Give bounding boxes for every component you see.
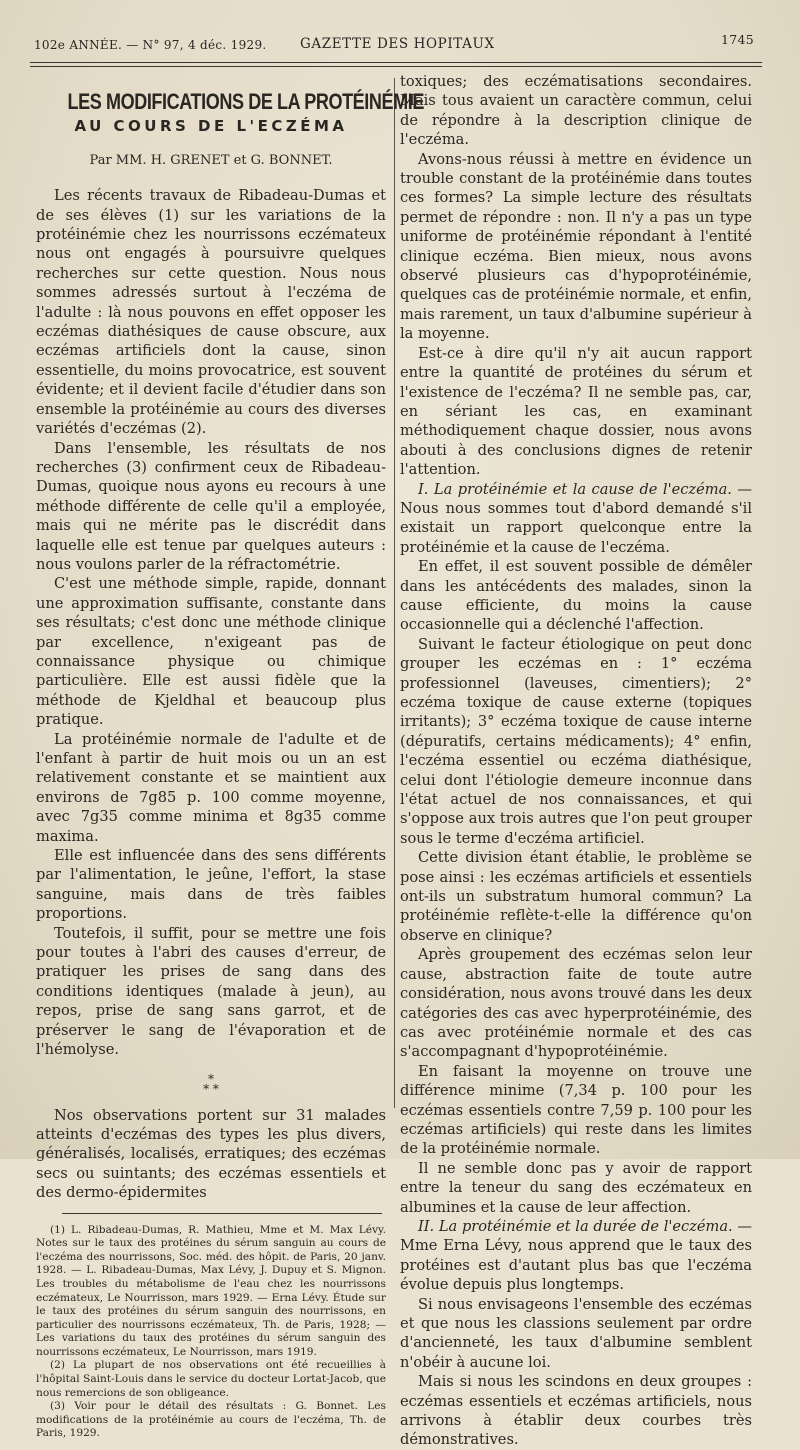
footnote: (2) La plupart de nos observations ont été recueillies à l'hôpital Saint-Louis dans le service du docteur Lortat-Jacob, que nous remercions de son obligeance. bbox=[36, 1359, 386, 1399]
article-subtitle: AU COURS DE L'ECZÉMA bbox=[74, 117, 348, 136]
paragraph: Mais si nous les scindons en deux groupes : eczémas essentiels et eczémas artificiels, nous arrivons à établir deux courbes très démonstratives. bbox=[400, 1373, 752, 1449]
left-column bbox=[36, 82, 424, 1441]
page-number: 1745 bbox=[720, 32, 754, 47]
article-authors: Par MM. H. GRENET et G. BONNET. bbox=[89, 152, 333, 168]
paragraph: Les récents travaux de Ribadeau-Dumas et de ses élèves (1) sur les variations de la protéinémie chez les nourrissons eczémateux nous ont engagés à poursuivre quelques recherches sur cette question. Nous nous sommes adressés surtout à l'eczéma de l'adulte : là nous pouvons en effet opposer les eczémas diathésiques de cause obscure, aux eczémas artificiels dont la cause, sinon essentielle, du moins provocatrice, est souvent évidente; et il devient facile d'étudier dans son ensemble la protéinémie au cours des diverses variétés d'eczémas (2). bbox=[36, 187, 386, 438]
paragraph: La protéinémie normale de l'adulte et de l'enfant à partir de huit mois ou un an est relativement constante et se maintient aux environs de 7g85 p. 100 comme moyenne, avec 7g35 comme minima et 8g35 comme maxima. bbox=[36, 730, 386, 845]
paragraph: Cette division étant établie, le problème se pose ainsi : les eczémas artificiels et essentiels ont-ils un substratum humoral commun? La protéinémie reflète-t-elle la différence qu'on observe en clinique? bbox=[400, 849, 752, 944]
paragraph: C'est une méthode simple, rapide, donnant une approximation suffisante, constante dans ses résultats; c'est donc une méthode clinique par excellence, n'exigeant pas de connaissance physique ou chimique particulière. Elle est aussi fidèle que la méthode de Kjeldhal et beaucoup plus pratique. bbox=[36, 575, 386, 729]
section-paragraph: II. La protéinémie et la durée de l'eczéma. — Mme Erna Lévy, nous apprend que le taux des protéines est d'autant plus bas que l'eczéma évolue depuis plus longtemps. bbox=[400, 1217, 752, 1294]
page-header bbox=[30, 32, 754, 56]
paragraph: Suivant le facteur étiologique on peut donc grouper les eczémas en : 1° eczéma professionnel (laveuses, cimentiers); 2° eczéma toxique de cause externe (topiques irritants); 3° eczéma toxique de cause interne (dépuratifs, certains médicaments); 4° enfin, l'eczéma essentiel ou eczéma diathésique, celui dont l'étiologie demeure inconnue dans l'état actuel de nos connaissances, et qui s'oppose aux trois autres que l'on peut grouper sous le terme d'eczéma artificiel. bbox=[400, 635, 752, 847]
paragraph: Il ne semble donc pas y avoir de rapport entre la teneur du sang des eczémateux en albumines et la cause de leur affection. bbox=[400, 1159, 752, 1216]
paragraph: En effet, il est souvent possible de démêler dans les antécédents des malades, sinon la cause efficiente, du moins la cause occasionnelle qui a déclenché l'affection. bbox=[400, 558, 752, 634]
paragraph: Avons-nous réussi à mettre en évidence un trouble constant de la protéinémie dans toutes ces formes? La simple lecture des résultats permet de répondre : non. Il n'y a pas un type uniforme de protéinémie répondant à l'entité clinique eczéma. Bien mieux, nous avons observé plusieurs cas d'hypoprotéinémie, quelques cas de protéinémie normale, et enfin, mais rarement, un taux d'albumine supérieur à la moyenne. bbox=[400, 150, 752, 343]
paragraph: Dans l'ensemble, les résultats de nos recherches (3) confirment ceux de Ribadeau-Dumas, quoique nous ayons eu recours à une méthode différente de celle qu'il a employée, mais qui ne mérite pas le discrédit dans laquelle elle est tenue par quelques auteurs : nous voulons parler de la réfractométrie. bbox=[36, 439, 386, 573]
header-rule-thin bbox=[30, 66, 762, 67]
footnote: (3) Voir pour le détail des résultats : G. Bonnet. Les modifications de la protéinémie au cours de l'eczéma, Th. de Paris, 1929. bbox=[36, 1400, 386, 1440]
issue-info: 102e ANNÉE. — N° 97, 4 déc. 1929. bbox=[34, 38, 267, 52]
paragraph: Toutefois, il suffit, pour se mettre une fois pour toutes à l'abri des causes d'erreur, de pratiquer les prises de sang dans des conditions identiques (malade à jeun), au repos, prise de sang sans garrot, et de préserver le sang de l'évaporation et de l'hémolyse. bbox=[36, 924, 386, 1059]
column-divider bbox=[394, 78, 395, 1108]
section-asterism: * * * bbox=[203, 1071, 219, 1096]
paragraph: Elle est influencée dans des sens différents par l'alimentation, le jeûne, l'effort, la stase sanguine, mais dans de très faibles proportions. bbox=[36, 847, 386, 923]
header-rule bbox=[30, 62, 762, 63]
paragraph: Si nous envisageons l'ensemble des eczémas et que nous les classions seulement par ordre d'ancienneté, les taux d'albumine semblent n'obéir à aucune loi. bbox=[400, 1295, 752, 1371]
section-heading: II. La protéinémie et la durée de l'eczéma. bbox=[418, 1217, 733, 1235]
paragraph: Après groupement des eczémas selon leur cause, abstraction faite de toute autre considération, nous avons trouvé dans les deux catégories des cas avec hyperprotéinémie, des cas avec protéinémie normale et des cas s'accompagnant d'hypoprotéinémie. bbox=[400, 946, 752, 1061]
section-paragraph: I. La protéinémie et la cause de l'eczéma. — Nous nous sommes tout d'abord demandé s'il existait un rapport quelconque entre la protéinémie et la cause de l'eczéma. bbox=[400, 480, 752, 556]
article-title: LES MODIFICATIONS DE LA PROTÉINÉMIE bbox=[67, 89, 424, 114]
section-heading: I. La protéinémie et la cause de l'eczéma. bbox=[418, 480, 732, 498]
journal-title: GAZETTE DES HOPITAUX bbox=[300, 36, 495, 52]
footnote-rule bbox=[62, 1213, 382, 1214]
right-column bbox=[400, 72, 752, 1450]
paragraph: Est-ce à dire qu'il n'y ait aucun rapport entre la quantité de protéines du sérum et l'existence de l'eczéma? Il ne semble pas, car, en sériant les cas, en examinant méthodiquement chaque dossier, nous avons abouti à des conclusions dignes de retenir l'attention. bbox=[400, 344, 752, 479]
paragraph: toxiques; des eczématisations secondaires. Mais tous avaient un caractère commun, celui de répondre à la description clinique de l'eczéma. bbox=[400, 73, 752, 149]
footnote: (1) L. Ribadeau-Dumas, R. Mathieu, Mme et M. Max Lévy. Notes sur le taux des protéines du sérum sanguin au cours de l'eczéma des nourrissons, Soc. méd. des hôpit. de Paris, 20 janv. 1928. — L. Ribadeau-Dumas, Max Lévy, J. Dupuy et S. Mignon. Les troubles du métabolisme de l'eau chez les nourrissons eczémateux, Le Nourrisson, mars 1929. — Erna Lévy. Étude sur le taux des protéines du sérum sanguin des nourrissons, en particulier des nourrissons eczémateux, Th. de Paris, 1928; — Les variations du taux des protéines du sérum sanguin des nourrissons eczémateux, Le Nourrisson, mars 1919. bbox=[36, 1223, 386, 1358]
paragraph: En faisant la moyenne on trouve une différence minime (7,34 p. 100 pour les eczémas essentiels contre 7,59 p. 100 pour les eczémas artificiels) qui reste dans les limites de la protéinémie normale. bbox=[400, 1062, 752, 1158]
footnotes bbox=[36, 1224, 386, 1442]
paragraph: Nos observations portent sur 31 malades atteints d'eczémas des types les plus divers, généralisés, localisés, erratiques; des eczémas secs ou suintants; des eczémas essentiels et des dermo-épidermites bbox=[36, 1106, 386, 1202]
